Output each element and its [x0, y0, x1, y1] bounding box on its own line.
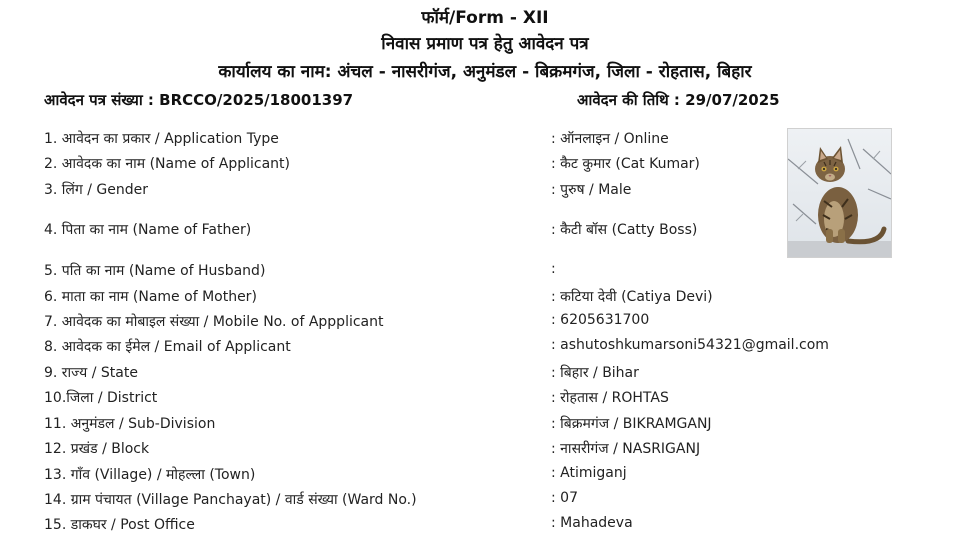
field-value: : रोहतास / ROHTAS	[551, 390, 669, 406]
field-value: : कैटी बॉस (Catty Boss)	[551, 222, 698, 238]
field-value: : बिक्रमगंज / BIKRAMGANJ	[551, 416, 712, 432]
field-value: : ऑनलाइन / Online	[551, 131, 669, 147]
field-label: 12. प्रखंड / Block	[44, 441, 150, 457]
field-label: 10.जिला / District	[44, 390, 158, 406]
application-number: आवेदन पत्र संख्या : BRCCO/2025/18001397	[44, 91, 354, 109]
field-value: : 07	[551, 490, 578, 506]
field-label: 7. आवेदक का मोबाइल संख्या / Mobile No. of Appplicant	[44, 314, 384, 330]
field-label: 3. लिंग / Gender	[44, 182, 149, 198]
field-value: : Atimiganj	[551, 465, 627, 481]
field-label: 6. माता का नाम (Name of Mother)	[44, 289, 257, 305]
field-label: 5. पति का नाम (Name of Husband)	[44, 263, 266, 279]
field-label: 8. आवेदक का ईमेल / Email of Applicant	[44, 339, 291, 355]
field-value: :	[551, 261, 556, 277]
field-value: : 6205631700	[551, 312, 650, 328]
field-label: 1. आवेदन का प्रकार / Application Type	[44, 131, 279, 147]
office-name: कार्यालय का नाम: अंचल - नासरीगंज, अनुमंडल - बिक्रमगंज, जिला - रोहतास, बिहार	[218, 62, 752, 82]
form-heading: निवास प्रमाण पत्र हेतु आवेदन पत्र	[381, 34, 589, 54]
application-date: आवेदन की तिथि : 29/07/2025	[577, 91, 780, 109]
field-value: : नासरीगंज / NASRIGANJ	[551, 441, 701, 457]
field-value: : कैट कुमार (Cat Kumar)	[551, 156, 700, 172]
field-value: : बिहार / Bihar	[551, 365, 639, 381]
field-label: 2. आवेदक का नाम (Name of Applicant)	[44, 156, 290, 172]
cat-photo-icon	[788, 129, 891, 257]
field-label: 13. गाँव (Village) / मोहल्ला (Town)	[44, 467, 256, 483]
field-label: 15. डाकघर / Post Office	[44, 517, 195, 533]
field-label: 9. राज्य / State	[44, 365, 138, 381]
field-label: 4. पिता का नाम (Name of Father)	[44, 222, 252, 238]
applicant-photo	[787, 128, 892, 258]
field-label: 14. ग्राम पंचायत (Village Panchayat) / वार्ड संख्या (Ward No.)	[44, 492, 417, 508]
form-number-title: फॉर्म/Form - XII	[421, 8, 549, 28]
field-label: 11. अनुमंडल / Sub-Division	[44, 416, 216, 432]
field-value: : कटिया देवी (Catiya Devi)	[551, 289, 713, 305]
field-value: : ashutoshkumarsoni54321@gmail.com	[551, 337, 829, 353]
field-value: : Mahadeva	[551, 515, 633, 531]
field-value: : पुरुष / Male	[551, 182, 632, 198]
